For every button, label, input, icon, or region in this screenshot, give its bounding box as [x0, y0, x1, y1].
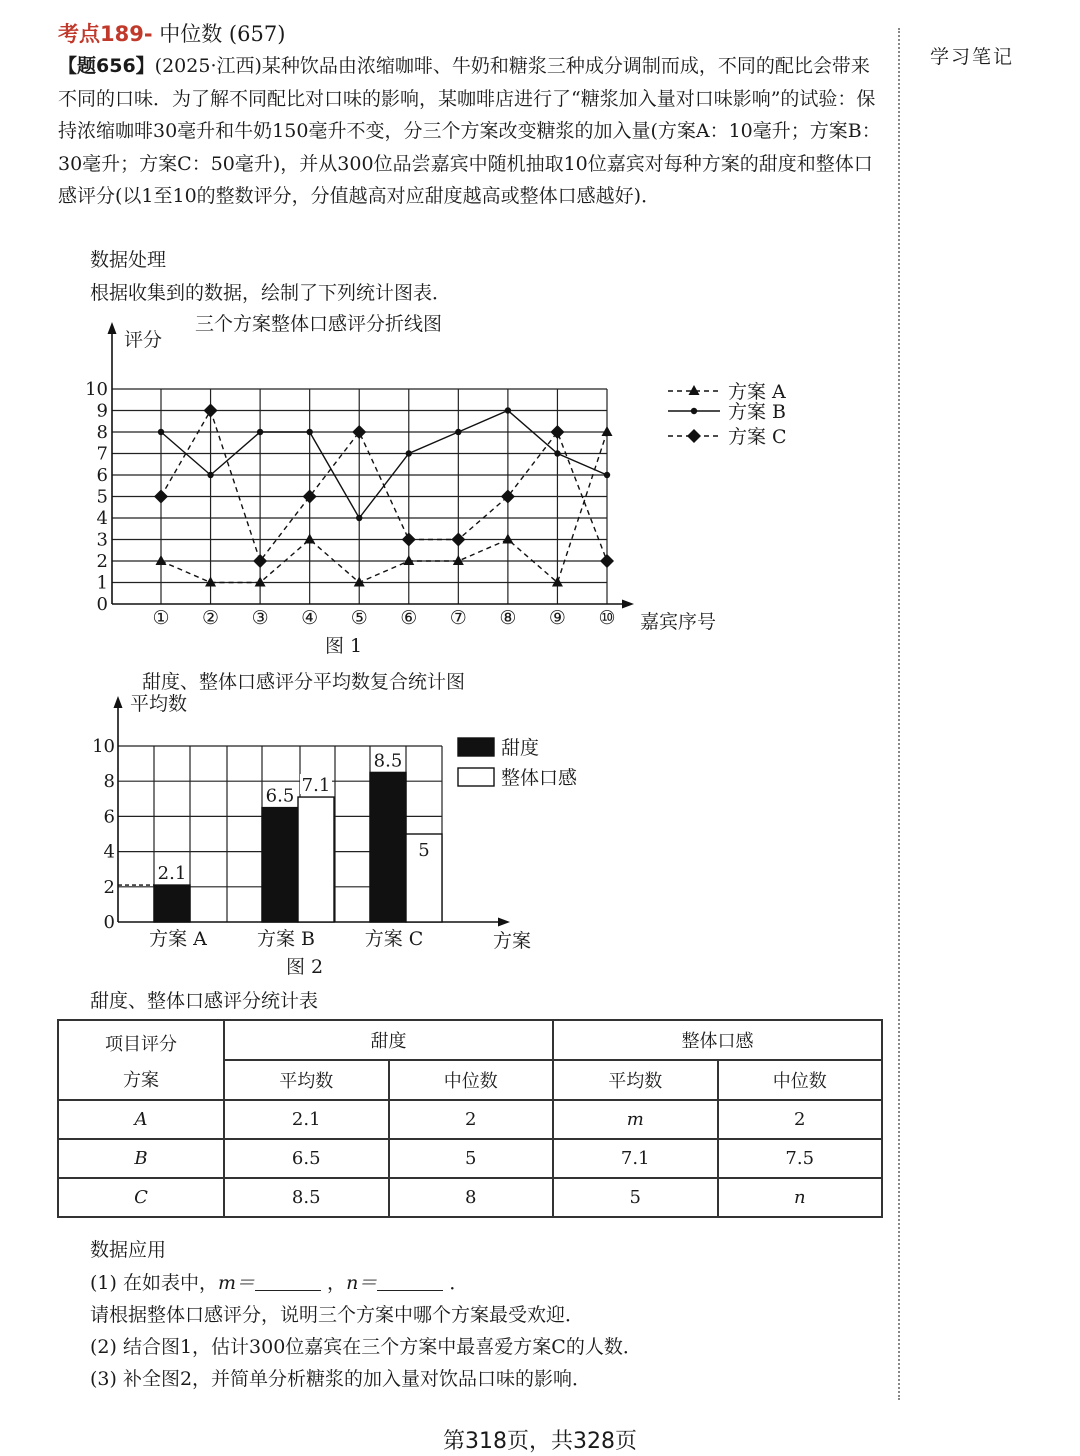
y-tick-label: 10	[85, 379, 108, 400]
data-point	[604, 472, 610, 478]
bar-chart-figure-2	[80, 664, 620, 982]
x-tick-label: 方案 B	[256, 928, 316, 950]
table-cell: 8	[389, 1178, 554, 1217]
series-line-2	[161, 411, 607, 562]
line-chart-x-label: 嘉宾序号	[640, 611, 717, 633]
y-tick-label: 7	[96, 443, 108, 465]
bar-chart-legend	[458, 737, 577, 789]
data-point	[158, 429, 164, 435]
table-caption: 甜度、整体口感评分统计表	[90, 990, 319, 1012]
answer-blank-m[interactable]	[255, 1272, 321, 1291]
table-cell: m	[553, 1100, 718, 1139]
x-tick-label: ⑦	[449, 607, 467, 629]
y-tick-label: 4	[103, 841, 115, 863]
data-point	[602, 426, 613, 436]
legend-marker	[691, 408, 697, 414]
question-1	[90, 1268, 468, 1295]
subheader-cell: 平均数	[553, 1060, 718, 1100]
section-intro: 根据收集到的数据，绘制了下列统计图表．	[90, 282, 452, 304]
legend-label: 整体口感	[501, 767, 578, 789]
application-title: 数据应用	[90, 1239, 167, 1261]
data-point	[403, 555, 414, 565]
answer-blank-n[interactable]	[377, 1272, 443, 1291]
x-tick-label: ⑤	[350, 607, 368, 629]
x-tick-label: ⑧	[499, 607, 517, 629]
notes-divider	[898, 28, 900, 1400]
row-name: A	[58, 1100, 224, 1139]
data-point	[501, 490, 515, 504]
bar-value-label: 7.1	[301, 775, 331, 797]
bar-chart-caption: 图 2	[286, 956, 324, 978]
data-point	[253, 554, 267, 568]
bar-value-label: 5	[418, 840, 430, 861]
data-point	[455, 429, 461, 435]
bar-sweetness	[370, 772, 406, 922]
study-notes-label: 学习笔记	[930, 46, 1015, 68]
x-tick-label: ③	[251, 607, 269, 629]
corner-top-label: 项目评分	[105, 1034, 177, 1055]
y-tick-label: 1	[96, 572, 108, 594]
question-number: 【题656】	[58, 55, 155, 77]
row-name: B	[58, 1139, 224, 1178]
bar-value-label: 2.1	[157, 863, 187, 885]
y-tick-label: 0	[103, 912, 115, 933]
y-tick-label: 3	[96, 529, 108, 551]
section-data-processing: 数据处理	[90, 249, 167, 271]
subheader-cell: 中位数	[389, 1060, 554, 1100]
q1-n-label: n＝	[346, 1272, 378, 1294]
x-tick-label: ⑨	[548, 607, 566, 629]
line-chart-grid	[108, 322, 635, 609]
data-point	[406, 450, 412, 456]
data-point	[554, 450, 560, 456]
legend-label: 方案 C	[728, 426, 787, 448]
x-tick-label: 方案 A	[149, 928, 207, 950]
y-tick-label: 2	[96, 551, 108, 572]
table-cell: 2	[389, 1100, 554, 1139]
line-chart-y-ticks	[85, 379, 108, 615]
corner-bottom-label: 方案	[123, 1070, 159, 1091]
data-point	[505, 407, 511, 413]
group-header-overall: 整体口感	[553, 1020, 882, 1060]
x-tick-label: ⑩	[598, 607, 616, 629]
bar-chart-x-label: 方案	[493, 930, 532, 952]
legend-marker	[687, 429, 701, 443]
bar-overall	[298, 797, 334, 922]
data-point	[352, 425, 366, 439]
question-2: (2) 结合图1，估计300位嘉宾在三个方案中最喜爱方案C的人数．	[90, 1336, 642, 1358]
data-point	[502, 534, 513, 544]
table-cell: 7.1	[553, 1139, 718, 1178]
x-tick-label: ⑥	[400, 607, 418, 629]
question-stem	[58, 50, 888, 213]
data-point	[356, 515, 362, 521]
data-point	[257, 429, 263, 435]
q1-end: ．	[449, 1272, 469, 1294]
bar-chart-y-ticks	[92, 736, 115, 933]
question-text: (2025·江西)某种饮品由浓缩咖啡、牛奶和糖浆三种成分调制而成，不同的配比会带来不同的口味．为了解不同配比对口味的影响，某咖啡店进行了“糖浆加入量对口味影响”的试验：保持浓缩咖啡30毫升和牛奶150毫升不变，分三个方案改变糖浆的加入量(方案A：10毫升；方案B：30毫升；方案C：50毫升)，并从300位品尝嘉宾中随机抽取10位嘉宾对每种方案的甜度和整体口感评分(以1至10的整数评分，分值越高对应甜度越高或整体口感越好)．	[58, 55, 881, 207]
y-tick-label: 0	[96, 594, 108, 615]
table-row	[58, 1178, 882, 1217]
subheader-cell: 平均数	[224, 1060, 389, 1100]
legend-marker	[689, 385, 700, 395]
topic-tag: 考点189-	[58, 22, 153, 46]
y-tick-label: 8	[96, 422, 108, 443]
y-axis-arrow	[108, 322, 117, 334]
page-footer: 第318页，共328页	[443, 1429, 637, 1454]
data-point	[205, 577, 216, 587]
table-cell: 5	[389, 1139, 554, 1178]
y-tick-label: 6	[96, 465, 108, 486]
x-axis-arrow	[498, 918, 510, 927]
x-axis-arrow	[622, 600, 634, 609]
table-row	[58, 1100, 882, 1139]
legend-label: 甜度	[501, 737, 540, 759]
y-tick-label: 8	[103, 771, 115, 793]
line-chart-title: 三个方案整体口感评分折线图	[195, 313, 443, 335]
question-3: (3) 补全图2，并简单分析糖浆的加入量对饮品口味的影响．	[90, 1368, 592, 1390]
y-tick-label: 10	[92, 736, 115, 757]
section-header	[58, 18, 285, 48]
line-chart-caption: 图 1	[325, 635, 363, 657]
table-cell: 6.5	[224, 1139, 389, 1178]
y-tick-label: 4	[96, 508, 108, 529]
y-axis-arrow	[114, 696, 123, 708]
table-cell: 2.1	[224, 1100, 389, 1139]
subheader-cell: 中位数	[718, 1060, 883, 1100]
x-tick-label: ①	[152, 607, 170, 629]
table-cell: 5	[553, 1178, 718, 1217]
line-chart-figure-1	[80, 306, 787, 658]
bar-value-label: 8.5	[373, 750, 403, 772]
table-cell: 7.5	[718, 1139, 883, 1178]
x-tick-label: 方案 C	[364, 928, 424, 950]
bar-chart-bars	[118, 749, 442, 922]
legend-label: 方案 A	[728, 381, 786, 403]
data-point	[304, 534, 315, 544]
line-chart-series	[154, 404, 614, 587]
legend-swatch	[458, 768, 494, 786]
data-point	[255, 577, 266, 587]
bar-sweetness	[262, 808, 298, 922]
table-cell: 8.5	[224, 1178, 389, 1217]
x-tick-label: ④	[301, 607, 319, 629]
y-tick-label: 5	[96, 486, 108, 508]
data-point	[402, 533, 416, 547]
data-point	[550, 425, 564, 439]
data-point	[154, 490, 168, 504]
topic-title: 中位数 (657)	[152, 22, 286, 46]
bar-chart-y-label: 平均数	[130, 693, 188, 715]
line-chart-y-label: 评分	[124, 329, 163, 351]
data-point	[204, 404, 218, 418]
q1-prefix: (1) 在如表中，	[90, 1272, 218, 1294]
y-tick-label: 9	[96, 400, 108, 422]
y-tick-label: 2	[103, 876, 115, 898]
x-tick-label: ②	[202, 607, 220, 629]
line-chart-legend	[668, 381, 787, 448]
y-tick-label: 6	[103, 806, 115, 828]
q1-separator: ，	[327, 1272, 347, 1294]
data-point	[156, 555, 167, 565]
table-row	[58, 1139, 882, 1178]
bar-sweetness	[154, 885, 190, 922]
table-corner-cell	[58, 1020, 224, 1100]
data-point	[207, 472, 213, 478]
data-point	[600, 554, 614, 568]
legend-swatch	[458, 738, 494, 756]
group-header-sweetness: 甜度	[224, 1020, 553, 1060]
data-point	[306, 429, 312, 435]
stats-table	[57, 1019, 883, 1218]
bar-value-label: 6.5	[265, 785, 295, 807]
legend-label: 方案 B	[728, 401, 787, 423]
table-cell: n	[718, 1178, 883, 1217]
bar-chart-x-ticks	[149, 928, 423, 950]
line-chart-x-ticks	[152, 607, 615, 629]
question-1-follow: 请根据整体口感评分，说明三个方案中哪个方案最受欢迎．	[90, 1304, 585, 1326]
data-point	[303, 490, 317, 504]
q1-m-label: m＝	[217, 1272, 255, 1294]
table-cell: 2	[718, 1100, 883, 1139]
row-name: C	[58, 1178, 224, 1217]
data-point	[552, 577, 563, 587]
bar-chart-title: 甜度、整体口感评分平均数复合统计图	[142, 671, 466, 693]
